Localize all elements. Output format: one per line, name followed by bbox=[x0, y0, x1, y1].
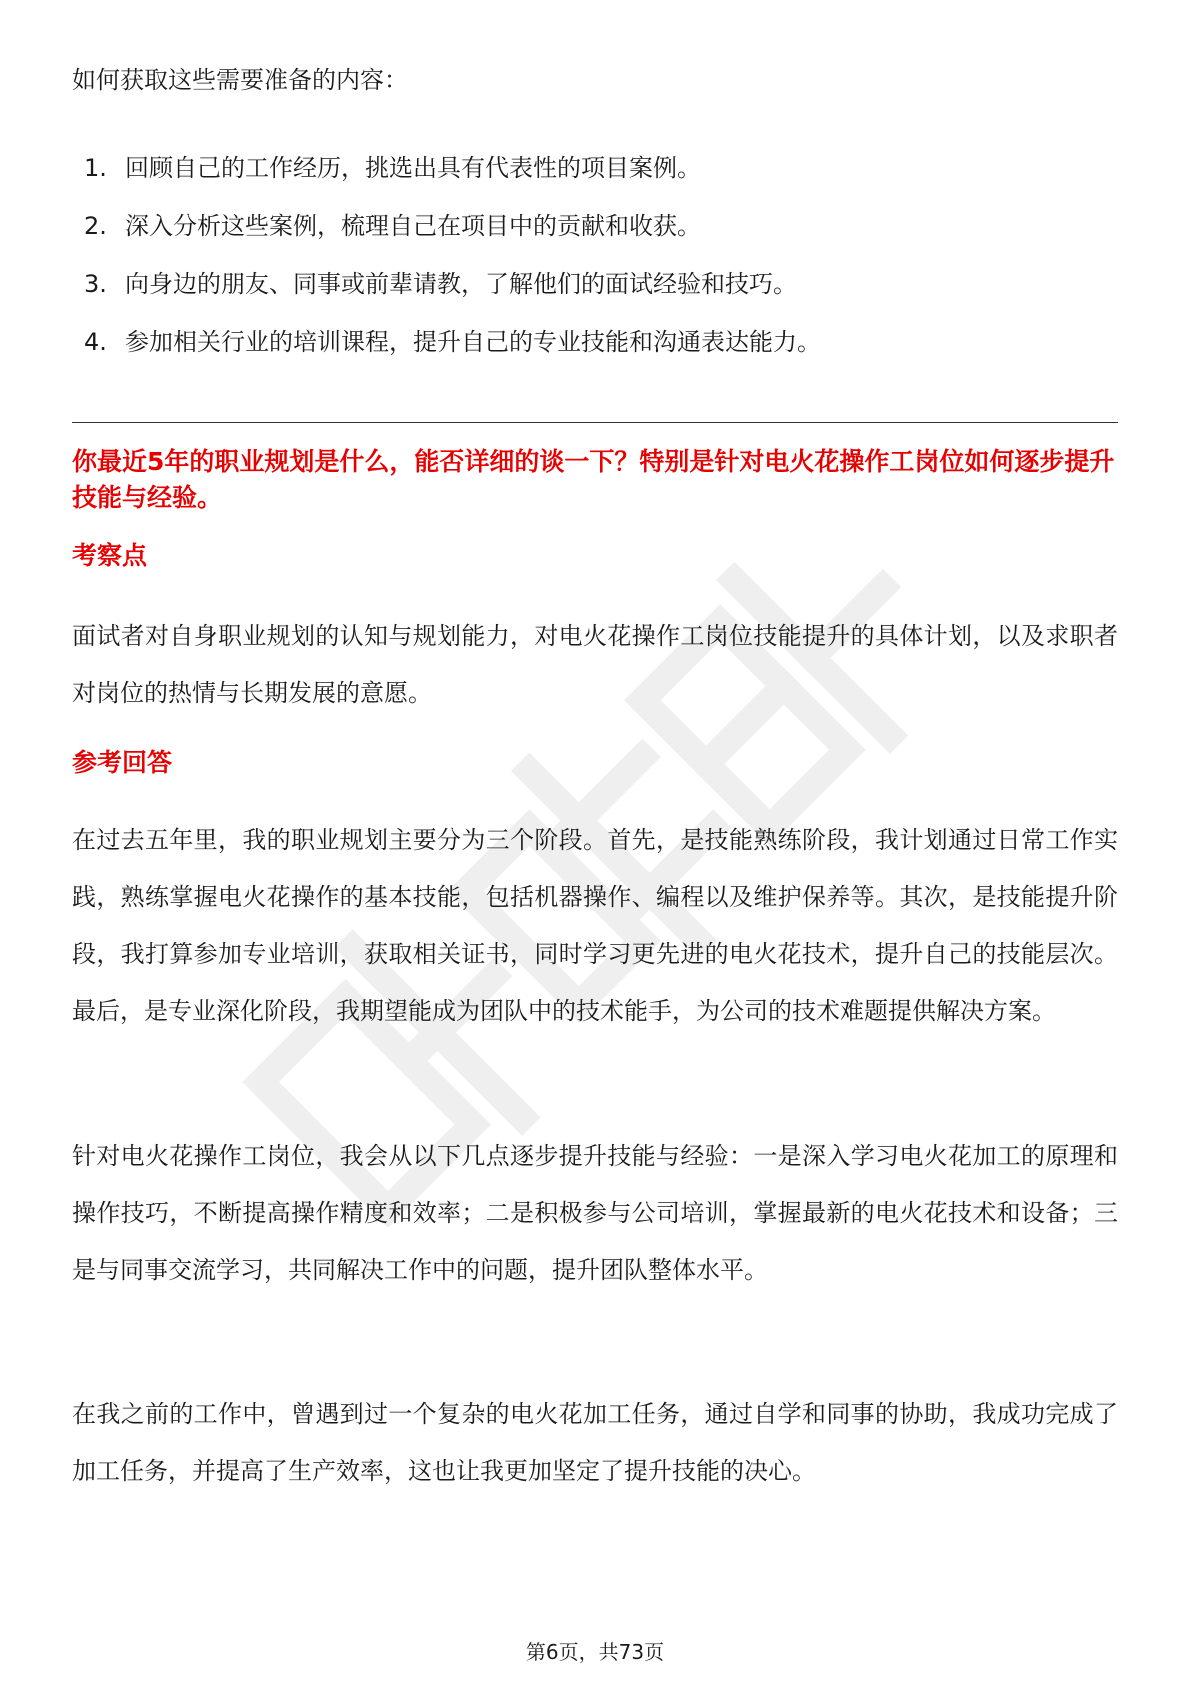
focus-text: 面试者对自身职业规划的认知与规划能力，对电火花操作工岗位技能提升的具体计划，以及求职者对岗位的热情与长期发展的意愿。 bbox=[72, 622, 1118, 707]
section-divider bbox=[72, 422, 1118, 423]
step-text: 参加相关行业的培训课程，提升自己的专业技能和沟通表达能力。 bbox=[125, 328, 821, 356]
step-number: 4. bbox=[84, 328, 107, 356]
list-item bbox=[72, 150, 821, 208]
answer-paragraph: 在我之前的工作中，曾遇到过一个复杂的电火花加工任务，通过自学和同事的协助，我成功完成了加工任务，并提高了生产效率，这也让我更加坚定了提升技能的决心。 bbox=[72, 1400, 1118, 1485]
page-number: 第6页，共73页 bbox=[525, 1640, 665, 1664]
step-number: 1. bbox=[84, 154, 107, 182]
step-text: 深入分析这些案例，梳理自己在项目中的贡献和收获。 bbox=[125, 212, 701, 240]
list-item bbox=[72, 266, 821, 324]
interview-question: 你最近5年的职业规划是什么，能否详细的谈一下？特别是针对电火花操作工岗位如何逐步提升技能与经验。 bbox=[72, 447, 1115, 512]
step-number: 3. bbox=[84, 270, 107, 298]
focus-label: 考察点 bbox=[72, 541, 148, 570]
preparation-steps-list bbox=[72, 150, 821, 382]
step-text: 回顾自己的工作经历，挑选出具有代表性的项目案例。 bbox=[125, 154, 701, 182]
list-item bbox=[72, 208, 821, 266]
intro-heading: 如何获取这些需要准备的内容： bbox=[72, 66, 408, 94]
answer-label: 参考回答 bbox=[72, 748, 173, 777]
answer-paragraph: 在过去五年里，我的职业规划主要分为三个阶段。首先，是技能熟练阶段，我计划通过日常工作实践，熟练掌握电火花操作的基本技能，包括机器操作、编程以及维护保养等。其次，是技能提升阶段，我打算参加专业培训，获取相关证书，同时学习更先进的电火花技术，提升自己的技能层次。最后，是专业深化阶段，我期望能成为团队中的技术能手，为公司的技术难题提供解决方案。 bbox=[72, 826, 1118, 1025]
step-number: 2. bbox=[84, 212, 107, 240]
answer-paragraph: 针对电火花操作工岗位，我会从以下几点逐步提升技能与经验：一是深入学习电火花加工的原理和操作技巧，不断提高操作精度和效率；二是积极参与公司培训，掌握最新的电火花技术和设备；三是与同事交流学习，共同解决工作中的问题，提升团队整体水平。 bbox=[72, 1142, 1118, 1284]
list-item bbox=[72, 324, 821, 382]
step-text: 向身边的朋友、同事或前辈请教，了解他们的面试经验和技巧。 bbox=[125, 270, 797, 298]
